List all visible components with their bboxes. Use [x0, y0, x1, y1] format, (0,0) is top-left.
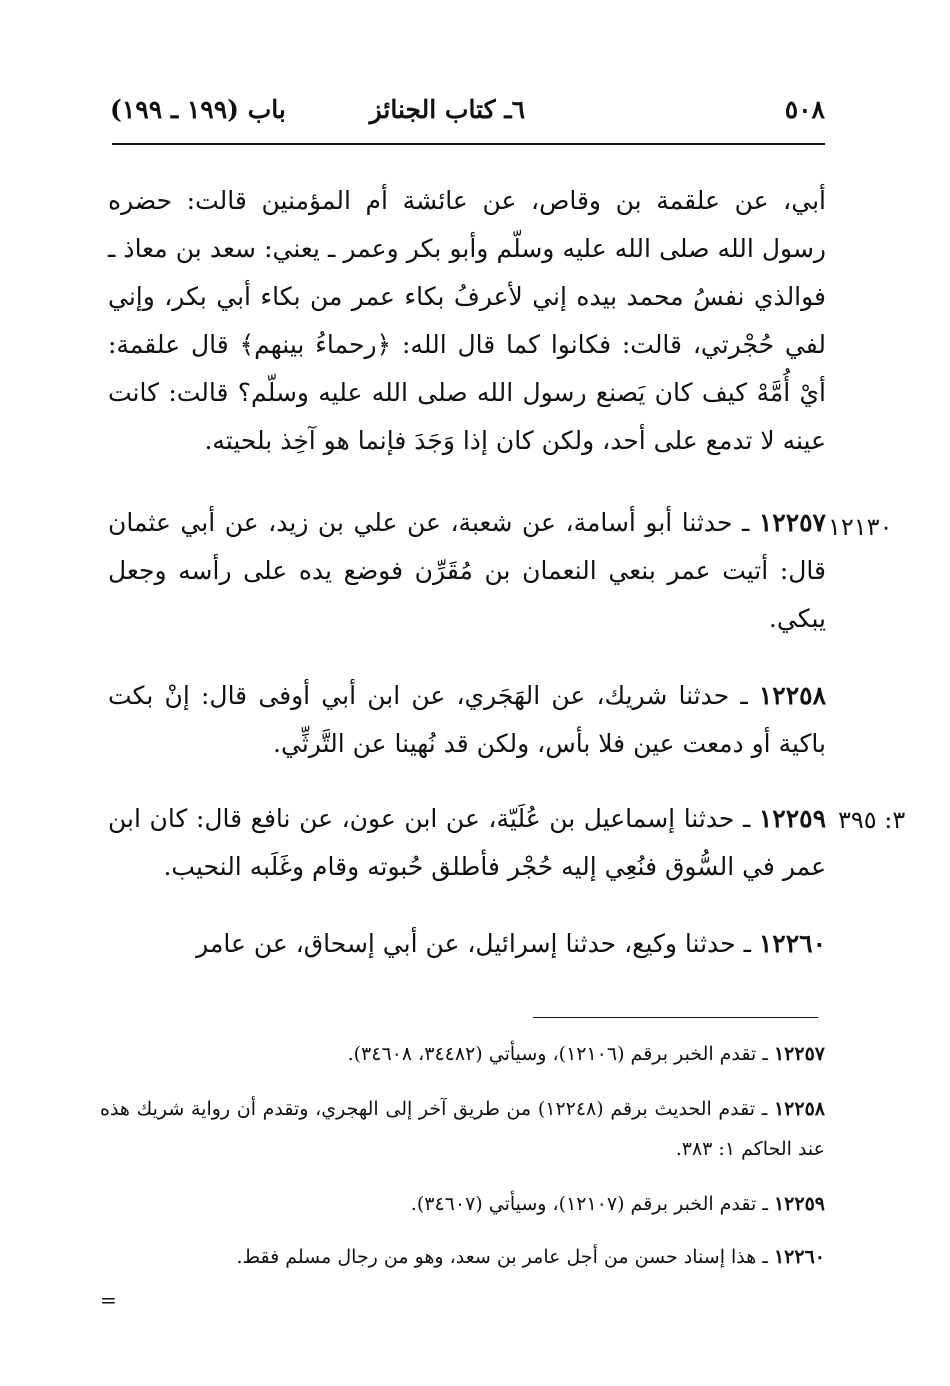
chapter-title: باب (١٩٩ ـ ١٩٩)	[110, 95, 286, 124]
footnote-12258	[100, 1089, 825, 1169]
hadith-text: ـ حدثنا وكيع، حدثنا إسرائيل، عن أبي إسحاق، عن عامر	[196, 929, 751, 958]
hadith-12258	[108, 672, 826, 768]
footnote-text: ـ تقدم الخبر برقم (١٢١٠٦)، وسيأتي (٣٤٤٨٢، ٣٤٦٠٨).	[347, 1043, 768, 1065]
hadith-text: ـ حدثنا شريك، عن الهَجَري، عن ابن أبي أوفى قال: إنْ بكت باكية أو دمعت عين فلا بأس، ولكن قد نُهينا عن التَّرثِّي.	[108, 681, 826, 758]
hadith-text: ـ حدثنا إسماعيل بن عُلَيّة، عن ابن عون، عن نافع قال: كان ابن عمر في السُّوق فنُعِي إليه حُجْر فأطلق حُبوته وقام وغَلَبه النحيب.	[108, 804, 826, 881]
margin-reference: ١٢١٣٠	[828, 513, 893, 541]
hadith-text: ـ حدثنا أبو أسامة، عن شعبة، عن علي بن زيد، عن أبي عثمان قال: أتيت عمر بنعي النعمان بن مُقَرِّن فوضع يده على رأسه وجعل يبكي.	[108, 508, 826, 633]
footnote-text: ـ هذا إسناد حسن من أجل عامر بن سعد، وهو من رجال مسلم فقط.	[236, 1246, 768, 1268]
end-mark: =	[100, 1288, 117, 1312]
book-title: ٦ـ كتاب الجنائز	[369, 95, 525, 124]
footnote-separator	[533, 1017, 818, 1018]
header-rule	[112, 143, 825, 145]
footnote-number: ١٢٢٦٠	[773, 1246, 825, 1268]
hadith-number: ١٢٢٥٨	[758, 681, 826, 710]
footnote-12257	[100, 1034, 825, 1074]
footnote-number: ١٢٢٥٩	[773, 1193, 825, 1215]
hadith-12260	[108, 920, 826, 968]
page-number: ٥٠٨	[784, 95, 825, 124]
hadith-number: ١٢٢٦٠	[758, 929, 826, 958]
footnote-12260	[100, 1237, 825, 1277]
hadith-number: ١٢٢٥٧	[758, 508, 826, 537]
footnote-text: ـ تقدم الحديث برقم (١٢٢٤٨) من طريق آخر إلى الهجري، وتقدم أن رواية شريك هذه عند الحاكم ١: ٣٨٣.	[100, 1098, 825, 1160]
paragraph-text: أبي، عن علقمة بن وقاص، عن عائشة أم المؤمنين قالت: حضره رسول الله صلى الله عليه وسلّم وأبو بكر وعمر ـ يعني: سعد بن معاذ ـ فوالذي نفسُ محمد بيده إني لأعرفُ بكاء عمر من بكاء أبي بكر، وإني لفي حُجْرتي، قالت: فكانوا كما قال الله: ﴿رحماءُ بينهم﴾ قال علقمة: أيْ أُمَّهْ كيف كان يَصنع رسول الله صلى الله عليه وسلّم؟ قالت: كانت عينه لا تدمع على أحد، ولكن كان إذا وَجَدَ فإنما هو آخِذ بلحيته.	[108, 186, 826, 455]
hadith-12259	[108, 795, 826, 891]
margin-reference: ٣: ٣٩٥	[838, 806, 906, 834]
footnote-12259	[100, 1184, 825, 1224]
running-header	[110, 95, 825, 135]
footnote-number: ١٢٢٥٧	[773, 1043, 825, 1065]
hadith-number: ١٢٢٥٩	[758, 804, 827, 833]
continued-paragraph	[108, 177, 826, 465]
hadith-12257	[108, 499, 826, 643]
footnote-text: ـ تقدم الخبر برقم (١٢١٠٧)، وسيأتي (٣٤٦٠٧).	[410, 1193, 768, 1215]
footnote-number: ١٢٢٥٨	[773, 1098, 825, 1120]
